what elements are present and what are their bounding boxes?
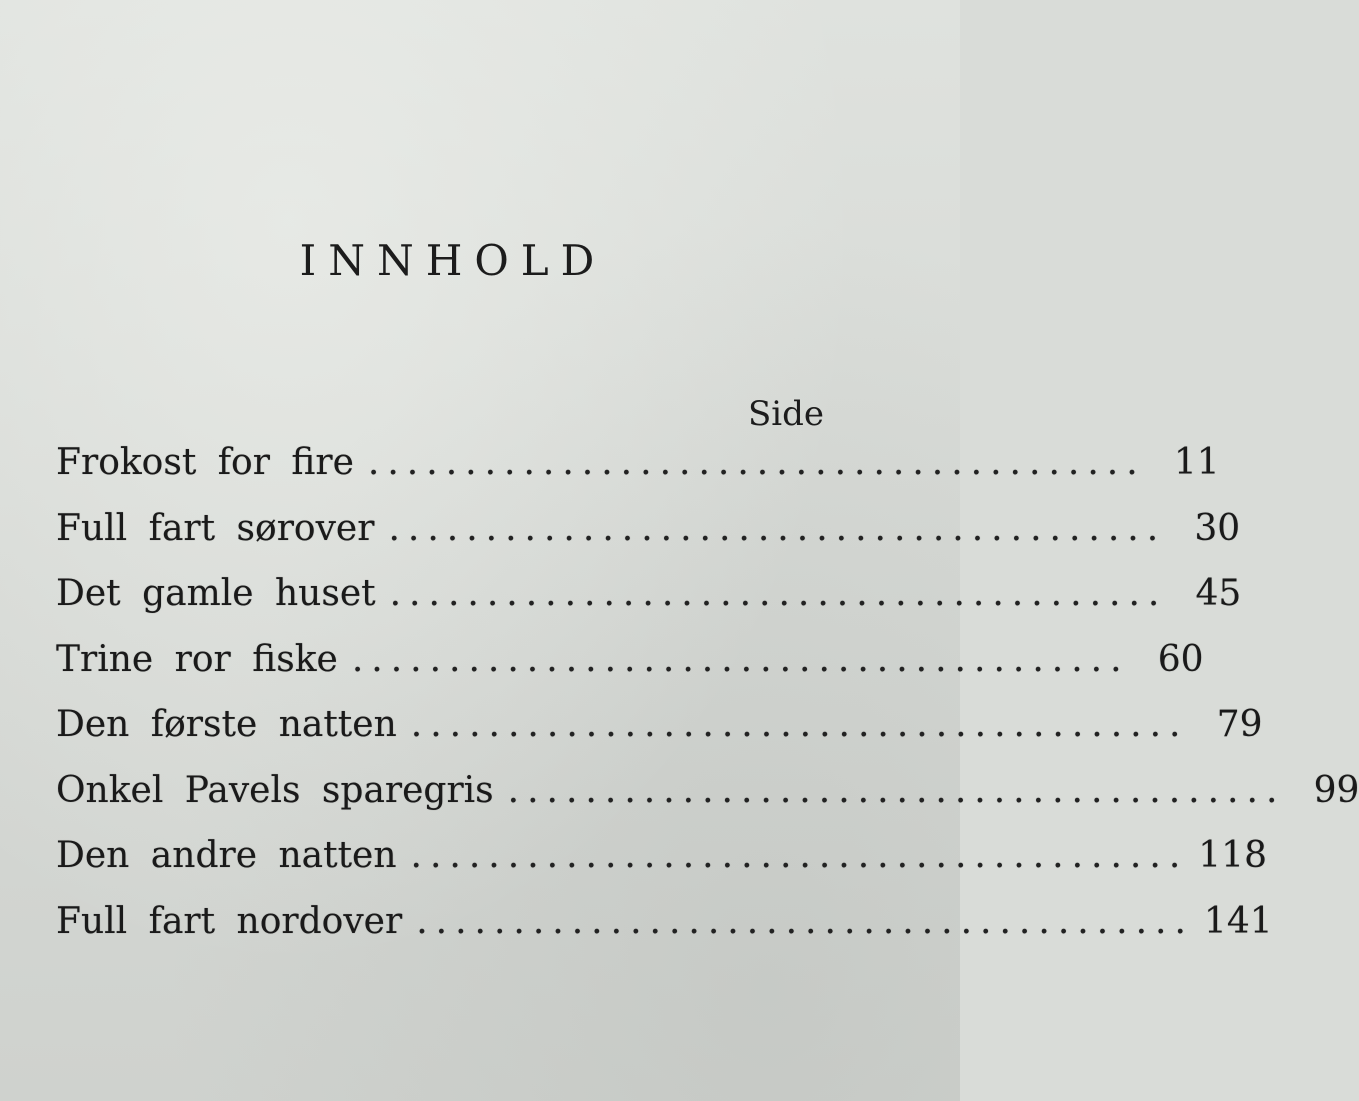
- page-column-label: Side: [747, 394, 824, 434]
- toc-entry-title: Full fart sørover: [56, 507, 375, 549]
- toc-entry: [56, 507, 1241, 574]
- toc-entry-page: 60: [1157, 638, 1204, 680]
- toc-entry-title: Full fart nordover: [56, 900, 403, 942]
- toc-entry-title: Frokost for fire: [56, 442, 354, 483]
- toc-entry-title: Onkel Pavels sparegris: [56, 769, 494, 811]
- toc-entry-title: Den første natten: [56, 704, 397, 745]
- toc-entry: [56, 573, 1242, 639]
- dot-leader: ........................................: [351, 638, 1130, 680]
- dot-leader: ........................................: [416, 900, 1194, 942]
- toc-entry: [56, 638, 1204, 705]
- toc-entry-page: 30: [1194, 507, 1241, 549]
- toc-entry-page: 99: [1313, 769, 1359, 811]
- toc-entry-page: 45: [1195, 573, 1242, 614]
- toc-entry: [56, 442, 1220, 508]
- toc-entry-page: 79: [1216, 704, 1263, 745]
- table-of-contents: [56, 442, 1359, 966]
- toc-entry-title: Den andre natten: [56, 835, 397, 876]
- dot-leader: ........................................: [389, 573, 1168, 614]
- dot-leader: ........................................: [410, 704, 1189, 745]
- toc-entry-page: 141: [1203, 900, 1273, 942]
- dot-leader: ........................................: [410, 835, 1189, 876]
- toc-entry-page: 11: [1173, 442, 1220, 483]
- toc-entry: [56, 769, 1359, 836]
- page-title: INNHOLD: [299, 236, 607, 285]
- toc-entry-title: Det gamle huset: [56, 573, 376, 614]
- toc-entry-page: 118: [1198, 835, 1267, 876]
- toc-entry: [56, 835, 1267, 901]
- dot-leader: ........................................: [388, 507, 1167, 549]
- toc-entry-title: Trine ror fiske: [56, 638, 338, 680]
- dot-leader: ........................................: [367, 442, 1146, 483]
- toc-entry: [56, 704, 1263, 770]
- dot-leader: ........................................: [507, 769, 1286, 811]
- toc-entry: [56, 900, 1273, 967]
